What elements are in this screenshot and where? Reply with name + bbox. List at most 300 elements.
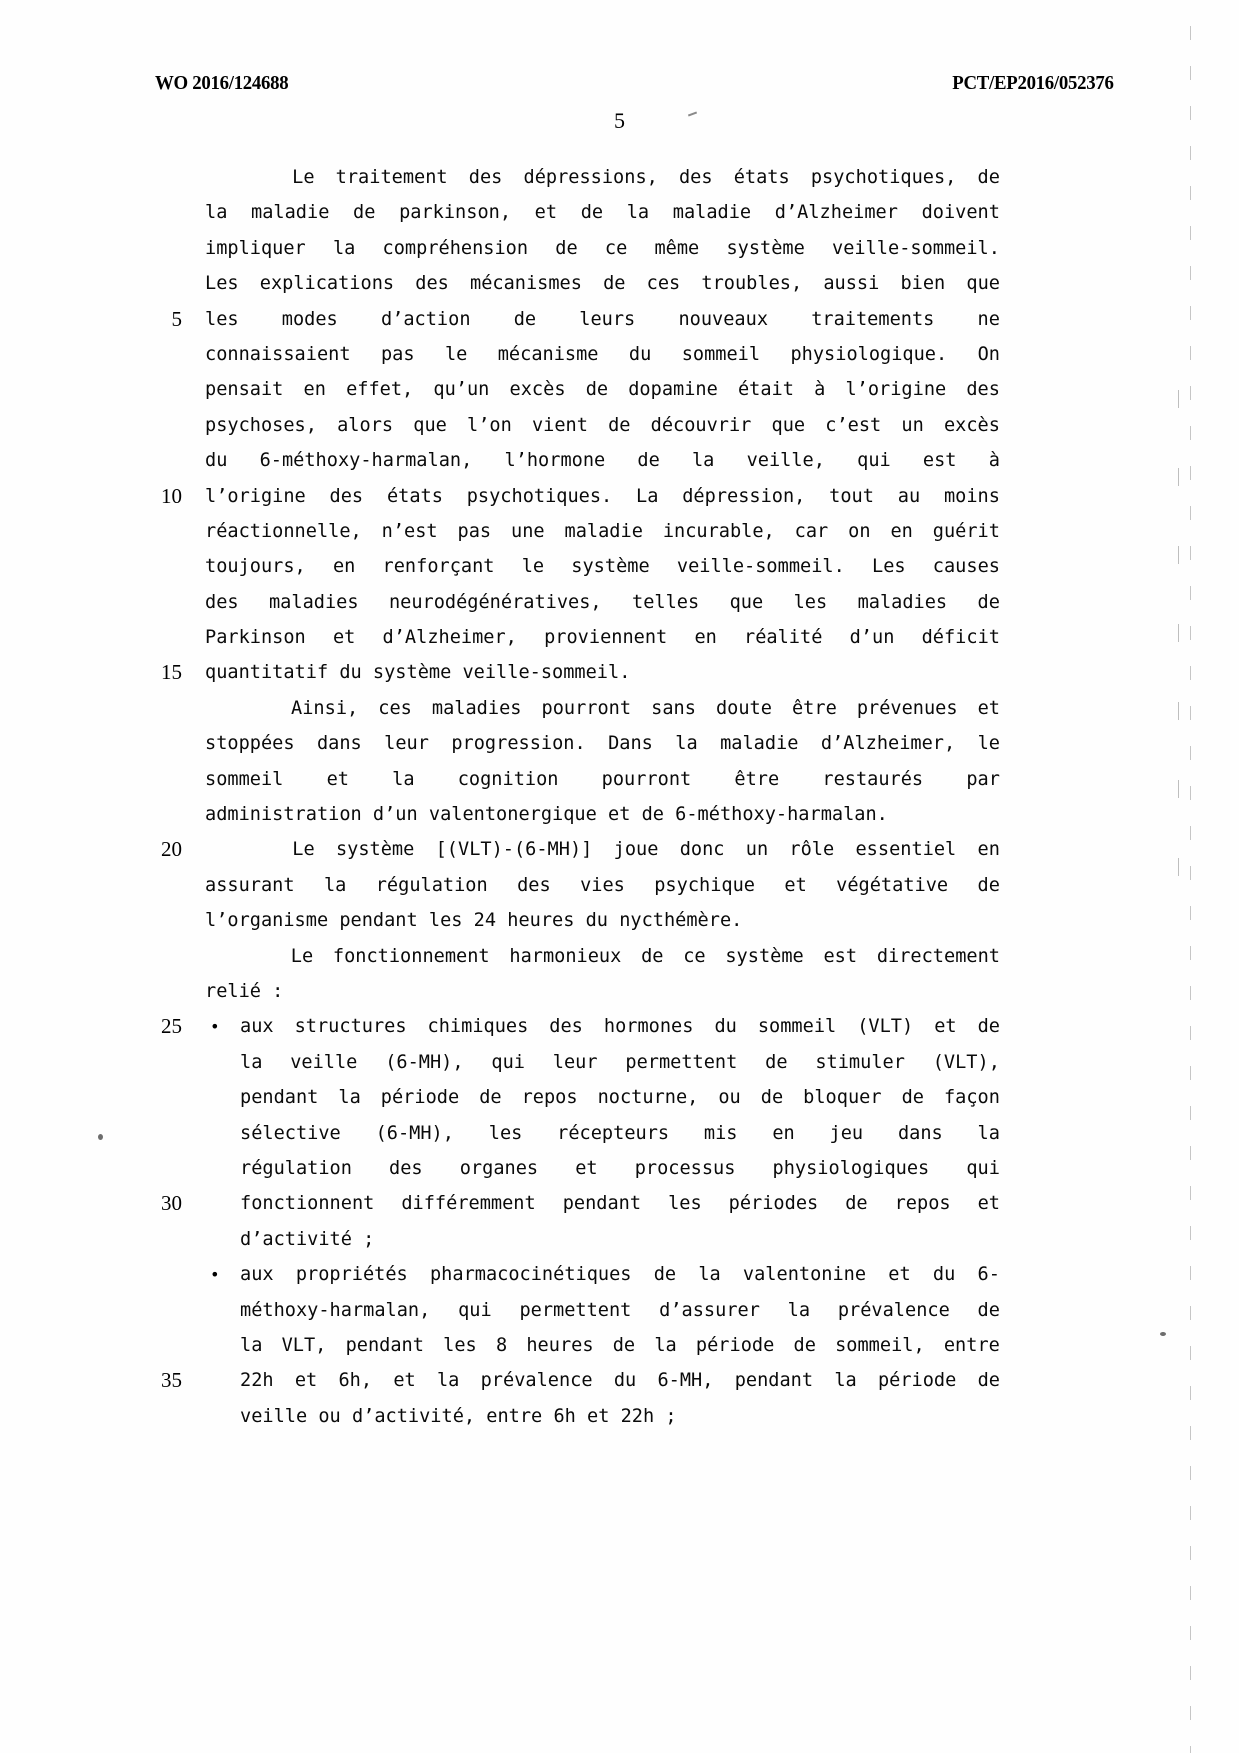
word: Les (205, 273, 239, 295)
word: parkinson, (399, 202, 512, 224)
word: joue (613, 839, 659, 861)
bullet-icon: • (210, 1265, 220, 1285)
justified-line (205, 585, 1000, 620)
justified-line (240, 1116, 1000, 1151)
justified-line (240, 1151, 1000, 1186)
word: des (549, 1016, 583, 1038)
justified-line (205, 868, 1000, 903)
word: de (555, 237, 578, 259)
word: la (392, 768, 415, 790)
word: cognition (457, 768, 559, 790)
word: la (691, 450, 715, 472)
word: de (760, 1087, 784, 1109)
text-line (205, 549, 1000, 584)
word: essentiel (855, 839, 957, 861)
word: réalité (744, 627, 823, 649)
word: était (737, 379, 794, 401)
word: qu’un (433, 379, 490, 401)
word: la (654, 1334, 677, 1356)
word: de (845, 1193, 868, 1215)
word: doute (715, 697, 772, 719)
word: période (380, 1087, 460, 1109)
word: les (488, 1122, 523, 1144)
paragraph-indent (205, 832, 271, 867)
word: ce (683, 945, 706, 967)
word: psychotiques, (810, 167, 957, 188)
word: chimiques (427, 1016, 529, 1038)
word: permettent (625, 1051, 738, 1073)
word: on (848, 520, 871, 542)
word: pendant (240, 1087, 319, 1109)
word: rôle (789, 839, 835, 861)
word: tout (829, 485, 874, 507)
text-line (205, 974, 1000, 1009)
word: physiologiques (772, 1157, 930, 1179)
word: compréhension (382, 237, 529, 259)
word: VLT, (281, 1334, 327, 1356)
text-line (240, 1399, 1000, 1434)
word: du (613, 1370, 637, 1392)
word: sommeil (205, 768, 284, 790)
word: un (901, 414, 924, 436)
word: et (393, 1370, 416, 1392)
word: que (729, 591, 764, 613)
word: maladie (720, 733, 799, 755)
word: neurodégénératives, (388, 591, 602, 613)
word: d’Alzheimer (774, 202, 898, 224)
text-line (205, 443, 1000, 478)
justified-line (205, 479, 1000, 514)
word: la (332, 237, 356, 259)
word: même (654, 237, 700, 259)
word: sans (651, 697, 696, 719)
word: fonctionnement (332, 945, 490, 967)
word: des (415, 273, 449, 295)
word: vies (580, 874, 625, 896)
word: de (765, 1051, 788, 1073)
word: vient (531, 414, 588, 436)
word: de (479, 1087, 502, 1109)
scan-speck (1160, 1332, 1166, 1336)
word: de (580, 202, 604, 224)
justified-line (205, 408, 1000, 443)
line-text: veille ou d’activité, entre 6h et 22h ; (240, 1405, 677, 1427)
word: leur (552, 1051, 598, 1073)
word: méthoxy-harmalan, (240, 1299, 431, 1321)
bullet-icon: • (210, 1017, 220, 1037)
word: Ainsi, (291, 697, 359, 719)
word: du (714, 1016, 737, 1038)
word: de (585, 379, 609, 401)
word: découvrir (650, 414, 752, 436)
justified-line (240, 1257, 1000, 1292)
word: explications (259, 273, 395, 295)
word: que (966, 273, 1000, 295)
word: du (628, 343, 652, 365)
word: l’hormone (504, 450, 606, 472)
word: les (793, 591, 828, 613)
word: du (205, 450, 228, 472)
word: le (521, 556, 545, 578)
word: être (734, 768, 780, 790)
word: veille (290, 1051, 358, 1073)
justified-line (205, 231, 1000, 266)
justified-line (240, 1045, 1000, 1080)
word: progression. (451, 733, 586, 755)
word: des (678, 167, 713, 188)
word: de (653, 1264, 677, 1286)
line-number: 25 (161, 1014, 182, 1039)
word: pendant (734, 1370, 814, 1392)
word: dans (897, 1122, 943, 1144)
word: pourront (541, 697, 632, 719)
word: Le (292, 167, 315, 188)
word: bien (900, 273, 946, 295)
text-line (161, 1363, 1000, 1398)
word: ce (604, 237, 628, 259)
word: veille-sommeil. (676, 556, 845, 578)
text-line (205, 231, 1000, 266)
word: assurant (205, 874, 295, 896)
word: en (890, 520, 913, 542)
justified-line (205, 160, 1000, 195)
word: et (294, 1370, 318, 1392)
word: qui (491, 1051, 525, 1073)
word: pendant (562, 1193, 642, 1215)
word: sommeil (757, 1016, 837, 1038)
word: proviennent (544, 627, 668, 649)
word: prévalence (480, 1370, 593, 1392)
text-line (161, 832, 1000, 867)
word: 8 (495, 1334, 508, 1356)
word: dans (316, 733, 362, 755)
word: donc (679, 839, 725, 861)
word: et (332, 627, 356, 649)
word: mécanismes (470, 273, 582, 295)
text-line (205, 939, 1000, 974)
word: hormones (603, 1016, 694, 1038)
word: un (745, 839, 769, 861)
word: à (988, 450, 1000, 472)
word: [(VLT)-(6-MH)] (435, 839, 593, 861)
word: en (977, 839, 1000, 861)
word: alors (337, 414, 394, 436)
word: renforçant (382, 556, 495, 578)
word: connaissaient (205, 343, 351, 365)
word: 22h (240, 1370, 274, 1392)
word: système (725, 945, 804, 967)
justified-line (240, 1328, 1000, 1363)
word: et (534, 202, 558, 224)
word: psychotiques. (466, 485, 613, 507)
word: organes (459, 1157, 539, 1179)
word: les (443, 1334, 477, 1356)
word: car (794, 520, 829, 542)
word: des (966, 379, 1000, 401)
word: mécanisme (497, 343, 599, 365)
word: états (733, 167, 790, 188)
word: maladies (268, 591, 359, 613)
word: est (823, 945, 858, 967)
word: jeu (829, 1122, 864, 1144)
text-line (205, 1257, 1000, 1292)
word: et (977, 697, 1000, 719)
word: psychique (654, 874, 755, 896)
justified-line (205, 372, 1000, 407)
word: causes (932, 556, 1000, 578)
word: entre (943, 1334, 1000, 1356)
word: psychoses, (205, 414, 317, 436)
line-text: l’organisme pendant les 24 heures du nycthémère. (205, 910, 743, 932)
text-line (205, 1045, 1000, 1080)
justified-line (205, 337, 1000, 372)
word: et (934, 1016, 957, 1038)
word: structures (294, 1016, 407, 1038)
word: de (353, 202, 376, 224)
word: la (338, 1087, 361, 1109)
word: ces (646, 273, 681, 295)
word: états (386, 485, 443, 507)
word: fonctionnent (240, 1193, 375, 1215)
word: réactionnelle, (205, 520, 362, 542)
scan-artifact-right-edge (1190, 0, 1191, 1753)
word: pas (380, 343, 415, 365)
word: ne (977, 308, 1000, 330)
word: mis (703, 1122, 738, 1144)
word: régulation (240, 1157, 352, 1179)
text-line (205, 1080, 1000, 1115)
justified-line (240, 1080, 1000, 1115)
line-text: relié : (205, 980, 284, 1002)
word: période (877, 1370, 957, 1392)
word: de (513, 308, 537, 330)
word: directement (876, 945, 1000, 967)
word: d’action (380, 308, 471, 330)
word: en (694, 627, 717, 649)
text-line (205, 195, 1000, 230)
word: sélective (240, 1122, 341, 1144)
word: la (436, 1370, 460, 1392)
text-line (205, 160, 1000, 195)
word: végétative (836, 874, 949, 896)
justified-line (205, 691, 1000, 726)
word: la (698, 1264, 721, 1286)
word: valentonine (742, 1264, 867, 1286)
word: dopamine (628, 379, 718, 401)
word: de (977, 167, 1000, 188)
word: doivent (921, 202, 1000, 224)
word: nouveaux (678, 308, 769, 330)
text-line (205, 1116, 1000, 1151)
word: périodes (728, 1193, 819, 1215)
text-line (205, 585, 1000, 620)
word: maladies (857, 591, 948, 613)
scan-artifact-right-edge-secondary (1178, 330, 1179, 890)
word: pendant (345, 1334, 424, 1356)
word: modes (281, 308, 338, 330)
document-body (161, 160, 1000, 1434)
word: ou (718, 1087, 741, 1109)
word: stoppées (205, 733, 295, 755)
text-line (205, 726, 1000, 761)
word: et (784, 874, 807, 896)
word: et (575, 1157, 598, 1179)
paragraph-indent (205, 691, 271, 726)
word: une (511, 520, 545, 542)
word: du (932, 1264, 956, 1286)
word: qui (966, 1157, 1000, 1179)
text-line (205, 337, 1000, 372)
word: 6- (977, 1264, 1000, 1286)
word: la (240, 1334, 263, 1356)
word: de (977, 874, 1000, 896)
justified-line (205, 620, 1000, 655)
line-number: 35 (161, 1368, 182, 1393)
word: leur (384, 733, 429, 755)
word: les (205, 308, 239, 330)
word: de (977, 1016, 1000, 1038)
justified-line (205, 726, 1000, 761)
word: en (772, 1122, 795, 1144)
word: les (668, 1193, 702, 1215)
text-line (205, 1151, 1000, 1186)
word: sommeil (681, 343, 761, 365)
text-line (205, 514, 1000, 549)
word: des (329, 485, 364, 507)
word: aux (240, 1016, 274, 1038)
word: prévalence (837, 1299, 950, 1321)
word: le (977, 733, 1000, 755)
word: la (205, 202, 228, 224)
word: toujours, (205, 556, 306, 578)
scan-speck (98, 1134, 103, 1140)
word: de (793, 1334, 816, 1356)
justified-line (240, 1186, 1000, 1221)
word: et (888, 1264, 911, 1286)
word: des (468, 167, 503, 188)
word: et (977, 1193, 1000, 1215)
word: des (517, 874, 551, 896)
text-line (205, 266, 1000, 301)
word: telles (632, 591, 700, 613)
text-line (205, 762, 1000, 797)
word: aux (240, 1264, 274, 1286)
word: (6-MH), (375, 1122, 454, 1144)
word: repos (894, 1193, 951, 1215)
text-line (205, 868, 1000, 903)
word: traitements (811, 308, 935, 330)
text-line (205, 372, 1000, 407)
word: excès (943, 414, 1000, 436)
text-line (161, 479, 1000, 514)
word: n’est (381, 520, 438, 542)
word: maladie (564, 520, 643, 542)
word: la (323, 874, 347, 896)
word: d’Alzheimer, (382, 627, 517, 649)
word: le (444, 343, 468, 365)
word: système (571, 556, 650, 578)
word: leurs (579, 308, 636, 330)
word: de (637, 450, 660, 472)
word: de (901, 1087, 924, 1109)
word: façon (943, 1087, 1000, 1109)
justified-line (205, 939, 1000, 974)
running-head (155, 72, 1114, 95)
word: physiologique. (790, 343, 948, 365)
word: la (240, 1051, 263, 1073)
text-line (171, 302, 1000, 337)
word: ces (378, 697, 412, 719)
word: de (612, 1334, 636, 1356)
line-text: quantitatif du système veille-sommeil. (205, 662, 631, 684)
word: de (603, 273, 626, 295)
word: veille, (746, 450, 825, 472)
word: à (814, 379, 826, 401)
word: La (636, 485, 659, 507)
text-line (240, 1222, 1000, 1257)
word: On (977, 343, 1000, 365)
word: la (626, 202, 650, 224)
word: restaurés (822, 768, 924, 790)
word: que (413, 414, 447, 436)
word: nocturne, (597, 1087, 699, 1109)
word: d’assurer (659, 1299, 760, 1321)
word: régulation (375, 874, 488, 896)
word: l’origine (845, 379, 947, 401)
word: déficit (921, 627, 1000, 649)
word: pas (457, 520, 492, 542)
word: Le (290, 945, 314, 967)
word: impliquer (205, 237, 306, 259)
justified-line (205, 514, 1000, 549)
justified-line (240, 1009, 1000, 1044)
word: incurable, (662, 520, 775, 542)
word: 6-méthoxy-harmalan, (259, 450, 473, 472)
word: maladies (431, 697, 522, 719)
justified-line (205, 302, 1000, 337)
word: prévenues (856, 697, 958, 719)
word: traitement (335, 167, 448, 188)
word: de (641, 945, 664, 967)
word: stimuler (815, 1051, 905, 1073)
word: de (977, 1370, 1000, 1392)
word: (VLT), (932, 1051, 1000, 1073)
word: la (675, 733, 698, 755)
line-number: 10 (161, 483, 182, 508)
page-number: 5 (614, 108, 625, 133)
word: la (977, 1122, 1000, 1144)
word: 6-MH, (657, 1370, 714, 1392)
word: pensait (205, 379, 284, 401)
word: maladie (672, 202, 752, 224)
word: Les (872, 556, 906, 578)
word: de (977, 1299, 1000, 1321)
text-line (161, 1009, 1000, 1044)
publication-number: WO 2016/124688 (155, 72, 289, 94)
line-number: 5 (171, 306, 182, 331)
word: par (966, 768, 1000, 790)
text-line (205, 620, 1000, 655)
word: au (897, 485, 921, 507)
word: de (608, 414, 631, 436)
word: pharmacocinétiques (429, 1264, 632, 1286)
justified-line (205, 266, 1000, 301)
word: de (977, 591, 1000, 613)
text-line (205, 408, 1000, 443)
word: (6-MH), (385, 1051, 464, 1073)
word: repos (521, 1087, 578, 1109)
word: système (726, 237, 805, 259)
